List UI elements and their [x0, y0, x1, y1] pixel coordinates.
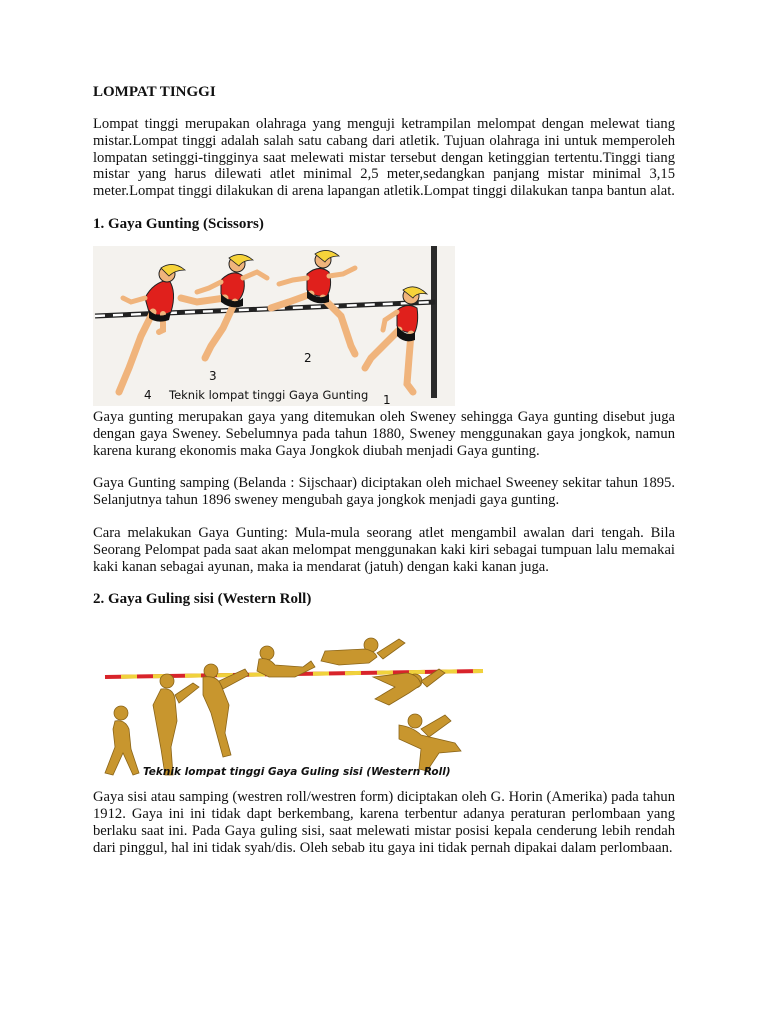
section-heading-western-roll: 2. Gaya Guling sisi (Western Roll) [93, 591, 312, 608]
figure-caption-scissors: Teknik lompat tinggi Gaya Gunting [169, 387, 369, 402]
western-roll-paragraph-1: Gaya sisi atau samping (westren roll/westren form) diciptakan oleh G. Horin (Amerika) pada tahun 1912. Gaya ini ini tidak dapt berkembang, karena terbentur adanya peraturan perlombaan yang berlaku saat ini. Pada Gaya guling sisi, saat melewati mistar posisi kepala cenderung lebih rendah dari pinggul, hal ini tidak syah/dis. Oleh sebab itu gaya ini tidak pernah dipakai dalam perlombaan. [93, 789, 675, 856]
western-roll-illustration [99, 625, 487, 791]
scissors-paragraph-3: Cara melakukan Gaya Gunting: Mula-mula seorang atlet mengambil awalan dari tengah. Bila Seorang Pelompat pada saat akan melompat menggunakan kaki kiri sebagai tumpuan lalu memakai kaki kanan sebagai ayunan, maka ia mendarat (jatuh) dengan kaki kanan juga. [93, 524, 675, 575]
high-jump-upright [431, 246, 437, 398]
figure-number-3: 3 [209, 368, 217, 383]
figure-number-2: 2 [304, 350, 312, 365]
figure-number-1: 1 [383, 392, 391, 406]
page-title: LOMPAT TINGGI [93, 84, 216, 100]
scissors-paragraph-2: Gaya Gunting samping (Belanda : Sijschaar) diciptakan oleh michael Sweeney sekitar tahun 1895. Selanjutnya tahun 1896 sweney mengubah gaya jongkok menjadi gaya gunting. [93, 475, 675, 509]
figure-number-4: 4 [144, 387, 152, 402]
figure-caption-western-roll: Teknik lompat tinggi Gaya Guling sisi (Western Roll) [143, 766, 451, 779]
document-body [93, 84, 675, 873]
section-heading-scissors: 1. Gaya Gunting (Scissors) [93, 215, 264, 232]
scissors-illustration [93, 246, 455, 406]
scissors-paragraph-1: Gaya gunting merupakan gaya yang ditemukan oleh Sweney sehingga Gaya gunting disebut juga dengan gaya Sweney. Sebelumnya pada tahun 1880, Sweney menggunakan gaya jongkok, namun karena kurang ekonomis maka Gaya Jongkok diubah menjadi Gaya gunting. [93, 408, 675, 459]
athlete-silhouettes [105, 638, 461, 775]
scissors-technique-figure [93, 246, 455, 406]
intro-paragraph: Lompat tinggi merupakan olahraga yang menguji ketrampilan melompat dengan melewat tiang mistar.Lompat tinggi adalah salah satu cabang dari atletik. Tujuan olahraga ini untuk memperoleh lompatan setinggi-tingginya saat melewati mistar tersebut dengan ketinggian tertentu.Tinggi tiang mistar yang harus dilewati atlet minimal 2,5 meter,sedangkan panjang mistar minimal 3,15 meter.Lompat tinggi dilakukan di arena lapangan atletik.Lompat tinggi dilakukan tanpa bantun alat. [93, 116, 675, 200]
western-roll-technique-figure [99, 625, 487, 791]
